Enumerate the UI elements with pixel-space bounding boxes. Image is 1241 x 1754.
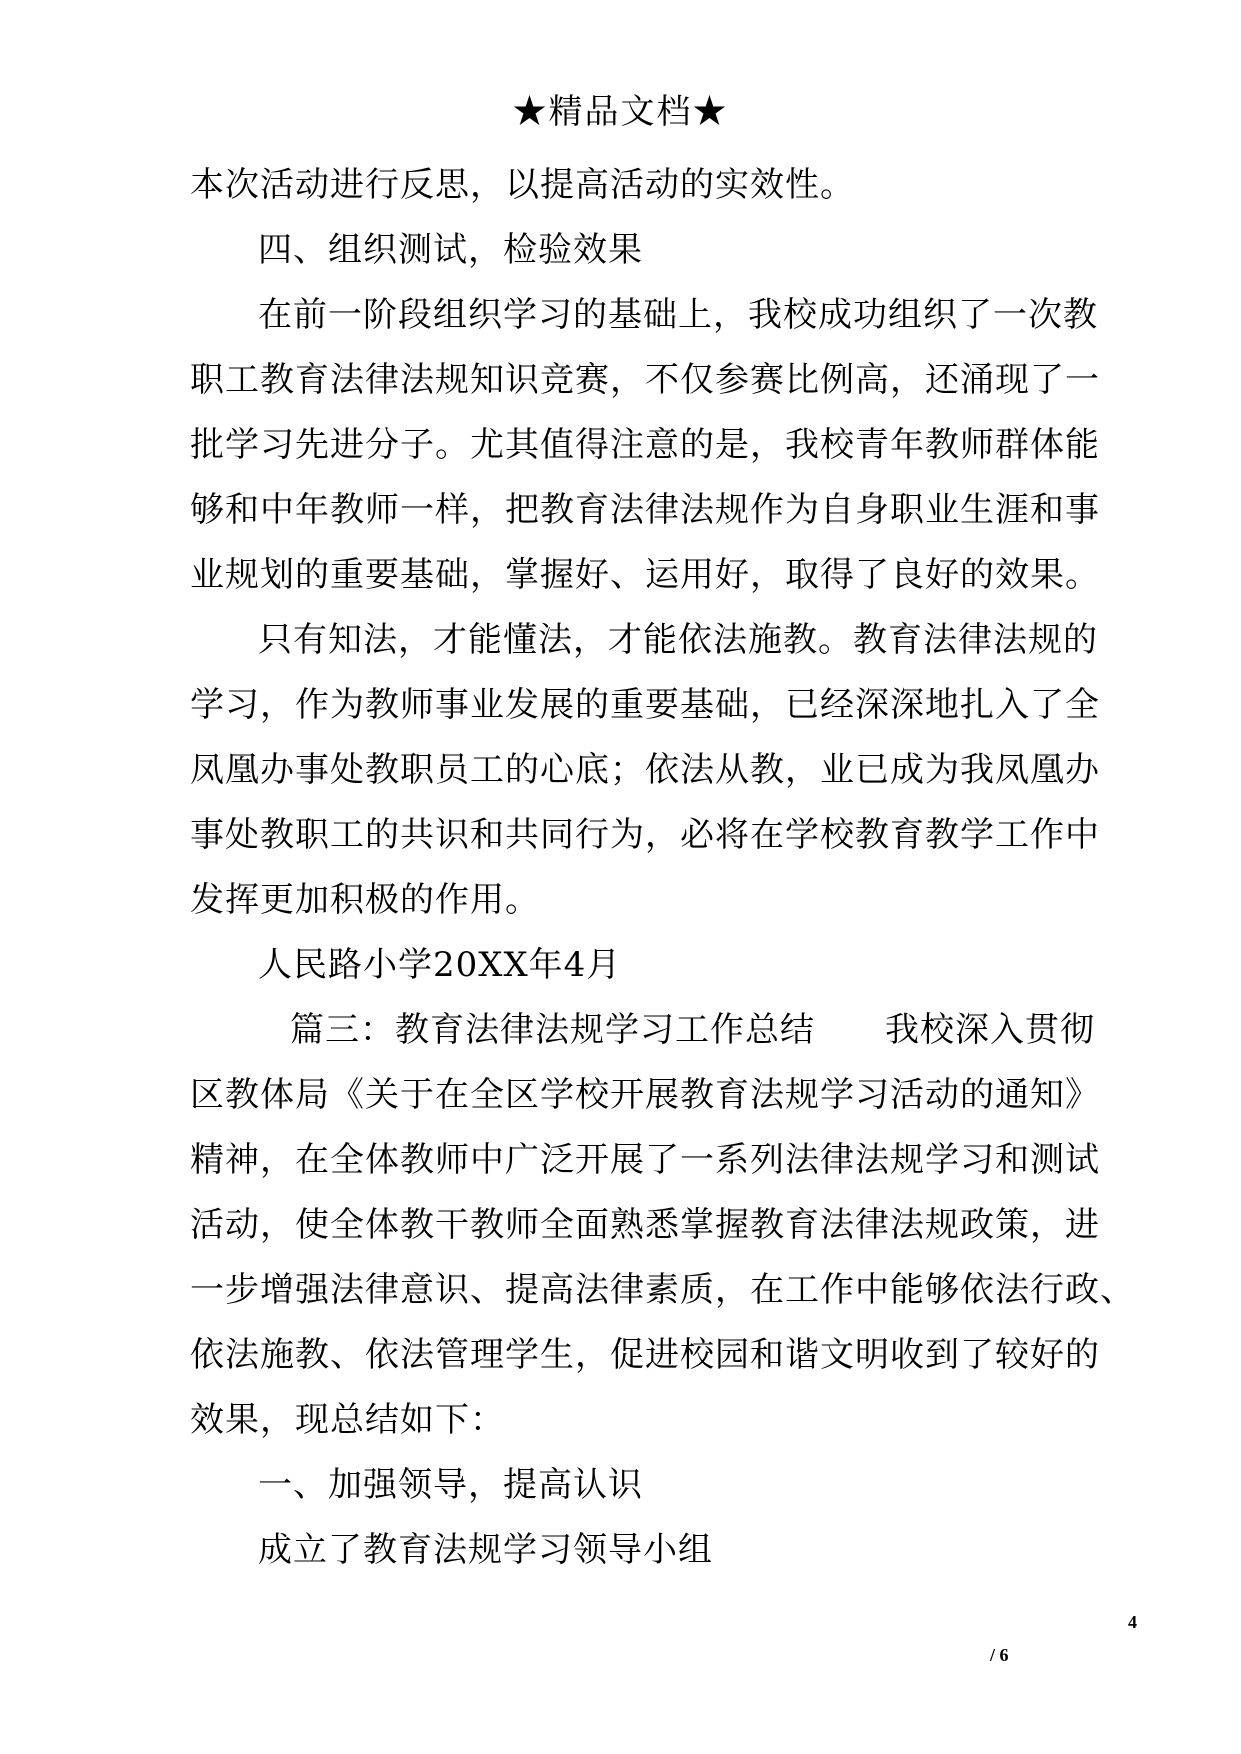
text-line: 批学习先进分子。尤其值得注意的是，我校青年教师群体能 <box>190 425 1100 465</box>
section-heading: 四、组织测试，检验效果 <box>258 230 643 270</box>
text-line: 事处教职工的共识和共同行为，必将在学校教育教学工作中 <box>190 815 1100 855</box>
text-line: 够和中年教师一样，把教育法律法规作为自身职业生涯和事 <box>190 490 1100 530</box>
text-line: 依法施教、依法管理学生，促进校园和谐文明收到了较好的 <box>190 1335 1100 1375</box>
text-line: 发挥更加积极的作用。 <box>190 880 540 920</box>
text-line: 一步增强法律意识、提高法律素质，在工作中能够依法行政、 <box>190 1270 1135 1310</box>
page-total: / 6 <box>990 1645 1009 1665</box>
text-line: 只有知法，才能懂法，才能依法施教。教育法律法规的 <box>258 620 1098 660</box>
text-line: 凤凰办事处教职员工的心底；依法从教，业已成为我凤凰办 <box>190 750 1100 790</box>
signature-line: 人民路小学20XX年4月 <box>258 945 622 985</box>
text-line: 学习，作为教师事业发展的重要基础，已经深深地扎入了全 <box>190 685 1100 725</box>
document-body <box>190 153 1135 1583</box>
page-number: 4 <box>1128 1612 1137 1632</box>
document-header: ★精品文档★ <box>512 92 729 132</box>
text-line: 职工教育法律法规知识竞赛，不仅参赛比例高，还涌现了一 <box>190 360 1100 400</box>
text-line: 效果，现总结如下： <box>190 1400 505 1440</box>
text-line: 区教体局《关于在全区学校开展教育法规学习活动的通知》 <box>190 1075 1100 1115</box>
text-line: 活动，使全体教干教师全面熟悉掌握教育法律法规政策，进 <box>190 1205 1100 1245</box>
text-line: 成立了教育法规学习领导小组 <box>258 1530 713 1570</box>
section-heading: 一、加强领导，提高认识 <box>258 1465 643 1505</box>
text-line: 精神，在全体教师中广泛开展了一系列法律法规学习和测试 <box>190 1140 1100 1180</box>
text-line: 篇三：教育法律法规学习工作总结 我校深入贯彻 <box>290 1010 1095 1050</box>
text-line: 在前一阶段组织学习的基础上，我校成功组织了一次教 <box>258 295 1098 335</box>
text-line: 业规划的重要基础，掌握好、运用好，取得了良好的效果。 <box>190 555 1100 595</box>
text-line: 本次活动进行反思，以提高活动的实效性。 <box>190 165 855 205</box>
